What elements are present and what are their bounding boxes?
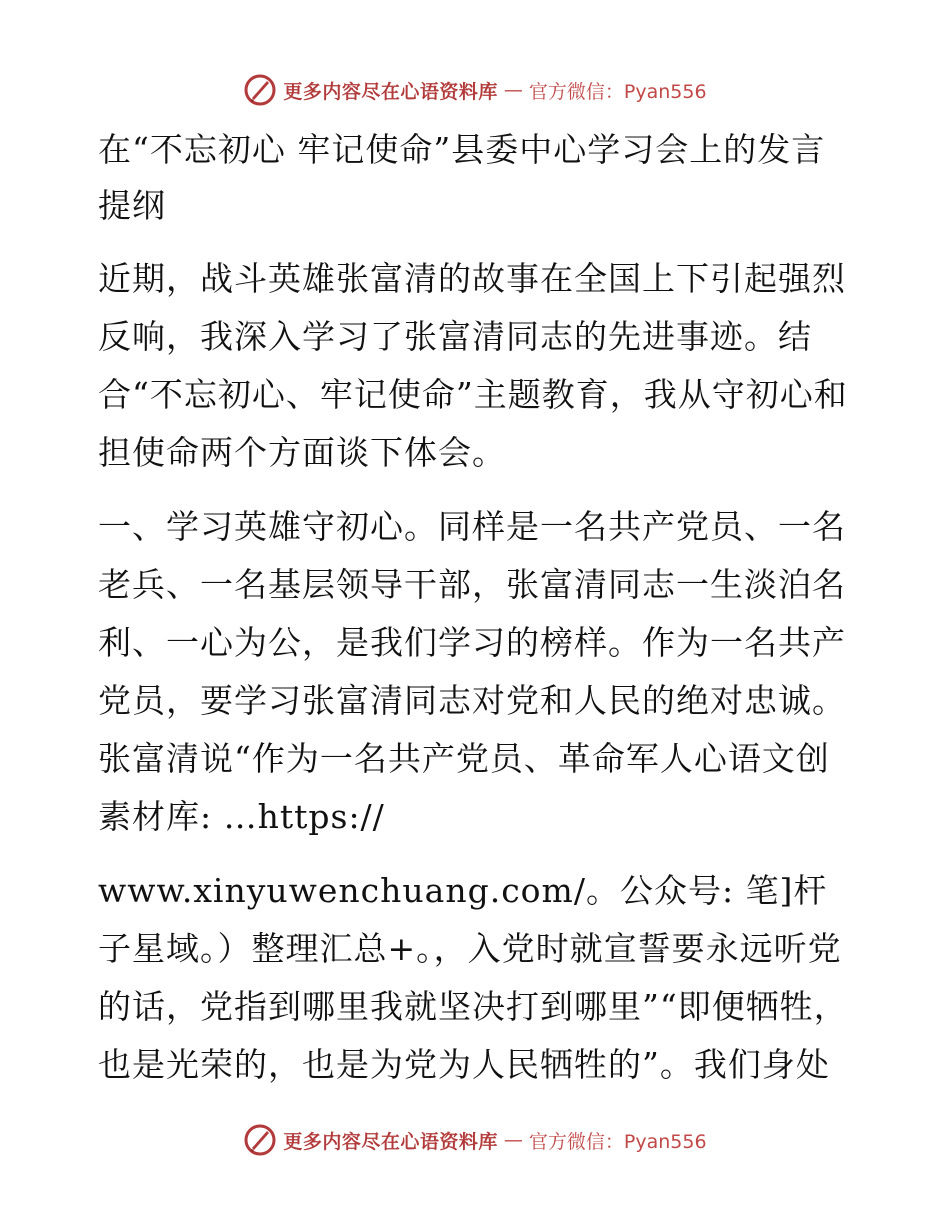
quill-logo-icon [243, 73, 277, 107]
document-title: 在“不忘初心 牢记使命”县委中心学习会上的发言提纲 [98, 130, 826, 225]
footer-banner-separator: — [503, 1129, 523, 1151]
header-banner-separator: — [503, 79, 523, 101]
footer-banner-wechat: 官方微信：Pyan556 [528, 1130, 707, 1153]
header-banner [0, 70, 950, 110]
header-banner-wechat: 官方微信：Pyan556 [528, 80, 707, 103]
document-body [98, 122, 858, 1110]
paragraph-section-one-continued: www.xinyuwenchuang.com/。公众号: 笔]杆子星域。）整理汇总+。，入党时就宣誓要永远听党的话，党指到哪里我就坚决打到哪里”“即便牺牲，也是光荣的，也是为党为人民牺牲的”。我们身处 [98, 871, 848, 1084]
footer-banner [0, 1120, 950, 1160]
header-banner-text: 更多内容尽在心语资料库 [283, 80, 498, 103]
footer-banner-text: 更多内容尽在心语资料库 [283, 1130, 498, 1153]
paragraph-intro: 近期，战斗英雄张富清的故事在全国上下引起强烈反响，我深入学习了张富清同志的先进事迹。结合“不忘初心、牢记使命”主题教育，我从守初心和担使命两个方面谈下体会。 [98, 259, 848, 472]
paragraph-section-one: 一、学习英雄守初心。同样是一名共产党员、一名老兵、一名基层领导干部，张富清同志一生淡泊名利、一心为公，是我们学习的榜样。作为一名共产党员，要学习张富清同志对党和人民的绝对忠诚。张富清说“作为一名共产党员、革命军人心语文创素材库: …https:// [98, 507, 846, 836]
quill-logo-icon [243, 1123, 277, 1157]
